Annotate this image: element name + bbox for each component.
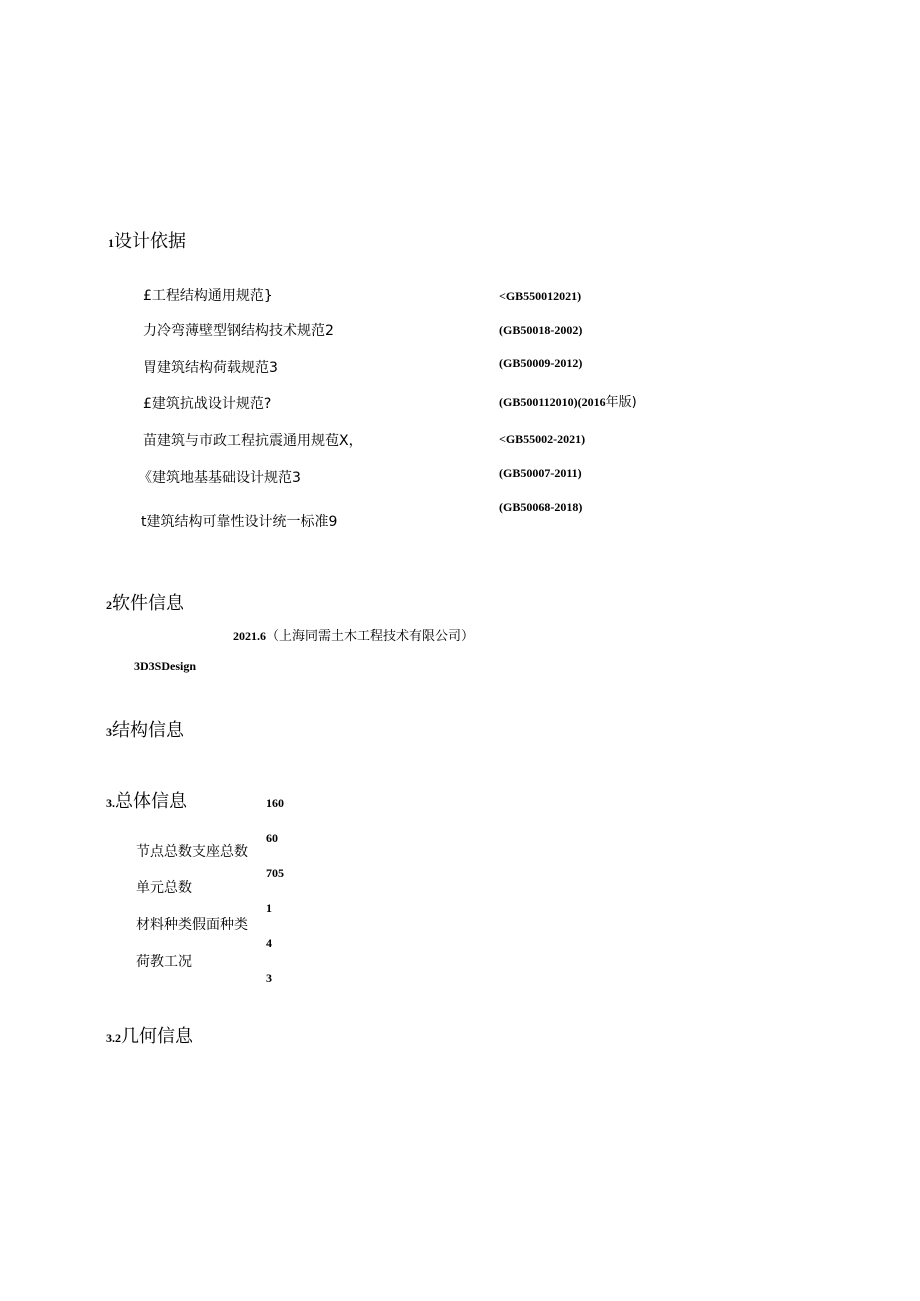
software-company: （上海同需土木工程技术有限公司） xyxy=(266,629,475,644)
standard-code: (GB50007-2011) xyxy=(499,466,582,480)
standard-name: 《建筑地基基础设计规范3 xyxy=(138,470,301,486)
general-info-value: 160 xyxy=(266,796,284,810)
section-heading-design-basis xyxy=(108,233,186,251)
general-info-label: 材料种类假面种类 xyxy=(136,917,248,933)
standard-name: £工程结构通用规范} xyxy=(143,288,273,304)
general-info-label: 单元总数 xyxy=(136,880,192,896)
section-heading-software-info xyxy=(106,595,184,613)
edition-suffix: 年版) xyxy=(605,395,637,410)
section-title: 结构信息 xyxy=(112,720,184,741)
section-title: 设计依据 xyxy=(114,231,186,252)
general-info-label: 荷教工况 xyxy=(136,954,192,970)
software-name: 3D3SDesign xyxy=(134,659,197,673)
standard-code: <GB55002-2021) xyxy=(499,432,586,446)
standard-name: 胃建筑结构荷载规范3 xyxy=(143,360,278,376)
section-title: 几何信息 xyxy=(121,1026,193,1047)
standard-code: (GB500112010)(2016年版) xyxy=(499,395,637,410)
standard-name: £建筑抗战设计规范? xyxy=(143,396,272,412)
section-heading-structure-info xyxy=(106,722,184,740)
section-number: 2 xyxy=(106,598,112,612)
section-heading-geometry-info xyxy=(106,1028,193,1046)
standard-code: (GB50018-2002) xyxy=(499,323,583,337)
general-info-label: 节点总数支座总数 xyxy=(136,844,248,860)
general-info-value: 705 xyxy=(266,866,284,880)
software-version: 2021.6 xyxy=(233,629,266,643)
standard-code: (GB50009-2012) xyxy=(499,356,583,370)
section-title: 总体信息 xyxy=(115,791,187,812)
standard-code: <GB550012021) xyxy=(499,289,582,303)
section-title: 软件信息 xyxy=(112,593,184,614)
standard-code: (GB50068-2018) xyxy=(499,500,583,514)
standard-name: 苗建筑与市政工程抗震通用规苞X， xyxy=(143,433,363,449)
general-info-value: 1 xyxy=(266,901,272,915)
section-number: 3 xyxy=(106,725,112,739)
general-info-value: 4 xyxy=(266,936,272,950)
standard-name: t建筑结构可靠性设计统一标准9 xyxy=(141,514,338,530)
section-number: 3. xyxy=(106,796,115,810)
section-heading-general-info xyxy=(106,793,187,811)
section-number: 3.2 xyxy=(106,1031,121,1045)
section-number: 1 xyxy=(108,236,114,250)
software-version-line xyxy=(233,630,474,643)
general-info-value: 60 xyxy=(266,831,278,845)
standard-name: 力冷弯薄壁型钢结构技术规范2 xyxy=(143,323,334,339)
general-info-value: 3 xyxy=(266,971,272,985)
